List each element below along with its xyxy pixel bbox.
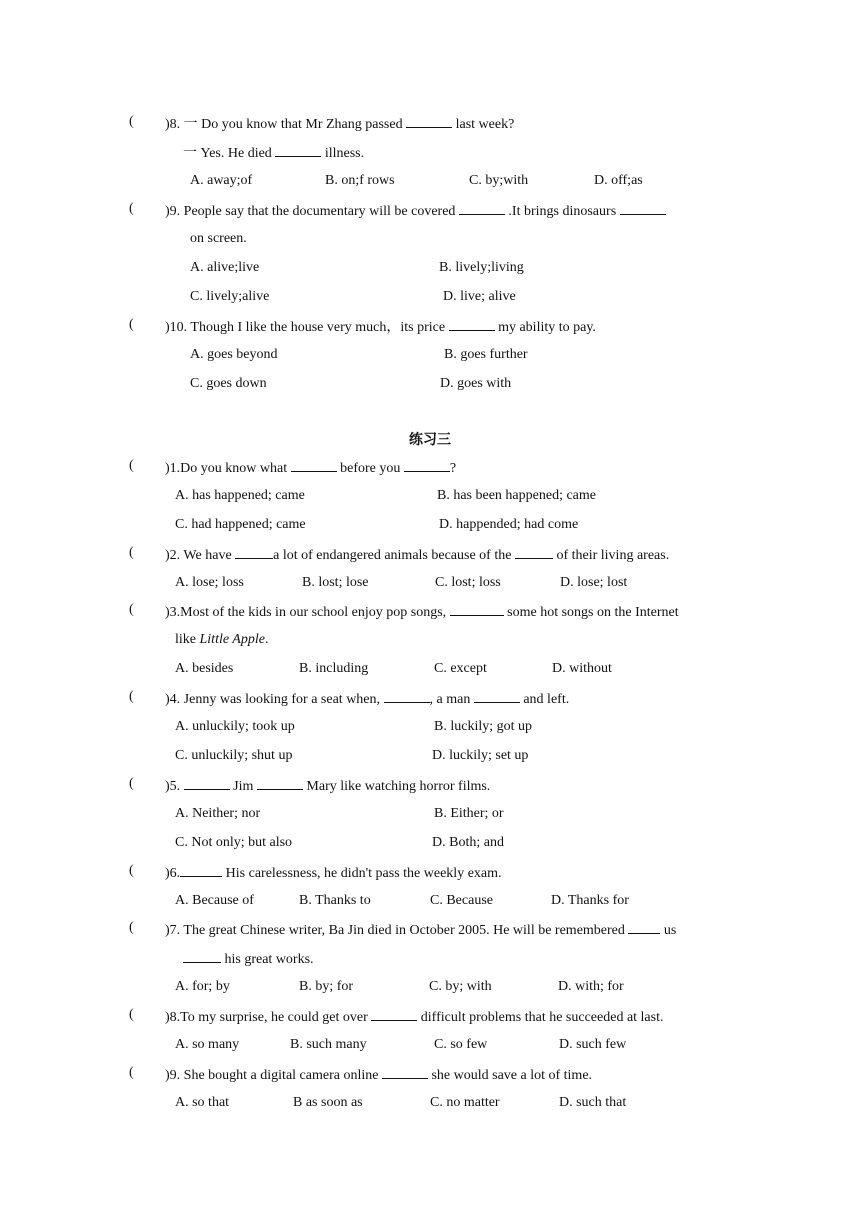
answer-blank[interactable] (628, 920, 660, 934)
option-a[interactable]: A. besides (175, 661, 234, 676)
answer-paren-open: ( (129, 776, 134, 791)
question-text: )9. People say that the documentary will be covered .It brings dinosaurs (165, 201, 666, 221)
option-b[interactable]: B. lively;living (439, 260, 524, 275)
answer-blank[interactable] (384, 689, 430, 703)
option-a[interactable]: A. Because of (175, 893, 254, 908)
option-b[interactable]: B. on;f rows (325, 173, 395, 188)
answer-paren-open: ( (129, 317, 134, 332)
section-title: 练习三 (409, 432, 451, 448)
option-c[interactable]: C. Not only; but also (175, 835, 293, 850)
option-d[interactable]: D. lose; lost (560, 575, 628, 590)
option-c[interactable]: C. by;with (469, 173, 529, 188)
option-a[interactable]: A. alive;live (190, 260, 260, 275)
option-b[interactable]: B. such many (290, 1037, 367, 1052)
option-d[interactable]: D. luckily; set up (432, 748, 529, 763)
question-text: )5. Jim Mary like watching horror films. (165, 776, 490, 796)
answer-blank[interactable] (184, 776, 230, 790)
answer-paren-open: ( (129, 458, 134, 473)
question-text: )8.To my surprise, he could get over difficult problems that he succeeded at last. (165, 1007, 663, 1027)
option-a[interactable]: A. unluckily; took up (175, 719, 295, 734)
option-c[interactable]: C. unluckily; shut up (175, 748, 293, 763)
option-a[interactable]: A. Neither; nor (175, 806, 261, 821)
option-b[interactable]: B. lost; lose (302, 575, 369, 590)
option-a[interactable]: A. lose; loss (175, 575, 244, 590)
option-a[interactable]: A. away;of (190, 173, 253, 188)
question-text: )3.Most of the kids in our school enjoy pop songs, some hot songs on the Internet (165, 602, 679, 622)
answer-paren-open: ( (129, 1007, 134, 1022)
answer-paren-open: ( (129, 602, 134, 617)
option-a[interactable]: A. for; by (175, 979, 230, 994)
option-b[interactable]: B. has been happened; came (437, 488, 596, 503)
option-b[interactable]: B. Thanks to (299, 893, 371, 908)
answer-blank[interactable] (371, 1007, 417, 1021)
answer-blank[interactable] (404, 458, 450, 472)
question-text: on screen. (190, 231, 247, 246)
answer-blank[interactable] (183, 949, 221, 963)
option-c[interactable]: C. by; with (429, 979, 492, 994)
option-b[interactable]: B. by; for (299, 979, 354, 994)
answer-blank[interactable] (291, 458, 337, 472)
question-text: )2. We have a lot of endangered animals because of the of their living areas. (165, 545, 669, 565)
option-d[interactable]: D. off;as (594, 173, 643, 188)
option-c[interactable]: C. Because (430, 893, 493, 908)
answer-paren-open: ( (129, 114, 134, 129)
song-title: Little Apple (199, 632, 265, 647)
option-a[interactable]: A. so many (175, 1037, 240, 1052)
option-c[interactable]: C. goes down (190, 376, 267, 391)
question-text: )4. Jenny was looking for a seat when, , a man and left. (165, 689, 569, 709)
answer-blank[interactable] (180, 863, 222, 877)
option-c[interactable]: C. so few (434, 1037, 488, 1052)
option-b[interactable]: B. goes further (444, 347, 528, 362)
answer-blank[interactable] (406, 114, 452, 128)
answer-blank[interactable] (459, 201, 505, 215)
option-b[interactable]: B as soon as (293, 1095, 363, 1110)
question-text: )6. His carelessness, he didn't pass the weekly exam. (165, 863, 502, 883)
question-text: )7. The great Chinese writer, Ba Jin died in October 2005. He will be remembered us (165, 920, 676, 940)
answer-blank[interactable] (382, 1065, 428, 1079)
question-text: )1.Do you know what before you ? (165, 458, 456, 478)
answer-paren-open: ( (129, 863, 134, 878)
question-text: )8. 一 Do you know that Mr Zhang passed last week? (165, 114, 514, 134)
option-d[interactable]: D. such few (559, 1037, 627, 1052)
option-a[interactable]: A. has happened; came (175, 488, 305, 503)
option-d[interactable]: D. live; alive (443, 289, 516, 304)
answer-blank[interactable] (257, 776, 303, 790)
option-d[interactable]: D. happended; had come (439, 517, 579, 532)
option-b[interactable]: B. including (299, 661, 369, 676)
answer-paren-open: ( (129, 201, 134, 216)
answer-blank[interactable] (620, 201, 666, 215)
answer-blank[interactable] (449, 317, 495, 331)
question-text: )10. Though I like the house very much，its price my ability to pay. (165, 317, 596, 337)
question-text: his great works. (183, 949, 314, 969)
answer-paren-open: ( (129, 689, 134, 704)
option-c[interactable]: C. except (434, 661, 487, 676)
answer-paren-open: ( (129, 545, 134, 560)
answer-blank[interactable] (474, 689, 520, 703)
option-a[interactable]: A. so that (175, 1095, 230, 1110)
question-text: like Little Apple. (175, 632, 269, 647)
option-d[interactable]: D. with; for (558, 979, 624, 994)
question-text: )9. She bought a digital camera online she would save a lot of time. (165, 1065, 592, 1085)
answer-paren-open: ( (129, 920, 134, 935)
answer-blank[interactable] (515, 545, 553, 559)
option-d[interactable]: D. without (552, 661, 612, 676)
answer-blank[interactable] (450, 602, 504, 616)
option-c[interactable]: C. had happened; came (175, 517, 306, 532)
answer-blank[interactable] (275, 143, 321, 157)
option-b[interactable]: B. Either; or (434, 806, 504, 821)
option-c[interactable]: C. lively;alive (190, 289, 270, 304)
option-d[interactable]: D. goes with (440, 376, 512, 391)
option-c[interactable]: C. no matter (430, 1095, 500, 1110)
option-d[interactable]: D. Thanks for (551, 893, 629, 908)
answer-paren-open: ( (129, 1065, 134, 1080)
option-b[interactable]: B. luckily; got up (434, 719, 532, 734)
option-d[interactable]: D. such that (559, 1095, 627, 1110)
option-a[interactable]: A. goes beyond (190, 347, 278, 362)
option-d[interactable]: D. Both; and (432, 835, 504, 850)
question-text: 一 Yes. He died illness. (183, 143, 364, 163)
option-c[interactable]: C. lost; loss (435, 575, 501, 590)
answer-blank[interactable] (235, 545, 273, 559)
